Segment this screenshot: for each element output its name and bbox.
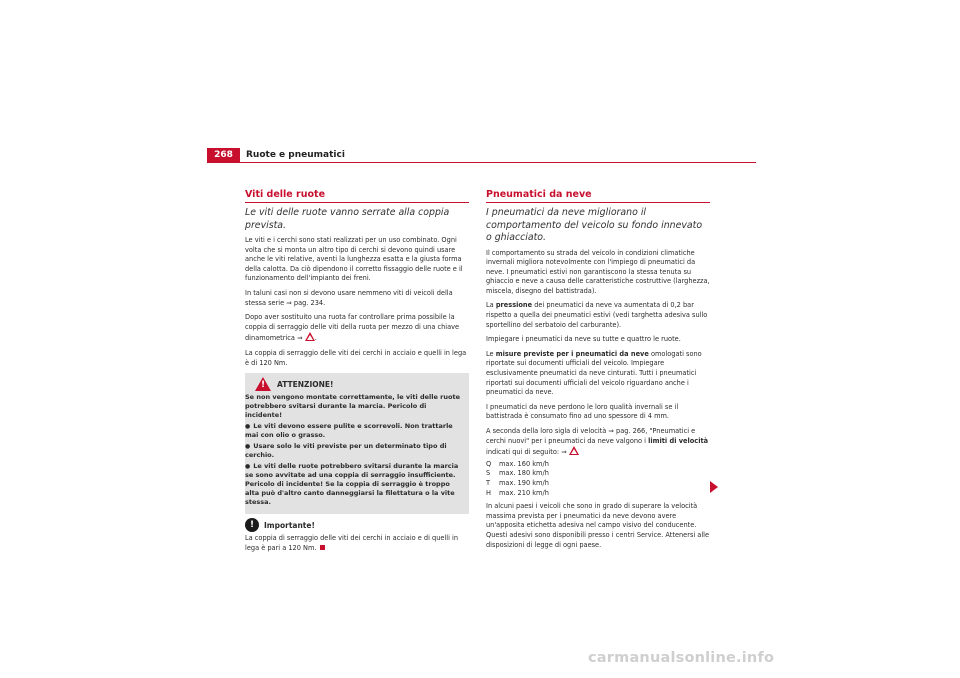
speed-value: max. 160 km/h (499, 459, 549, 468)
bold-term: misure previste per i pneumatici da neve (495, 349, 649, 358)
section-subtitle-neve: I pneumatici da neve migliorano il comportamento del veicolo su fondo innevato o ghiacciato. (486, 207, 703, 243)
warning-triangle-icon (569, 446, 579, 455)
warning-intro: Se non vengono montate correttamente, le viti delle ruote potrebbero svitarsi durante la marcia. Pericolo di incidente! (245, 393, 460, 420)
paragraph (486, 301, 710, 330)
bold-term: limiti di velocità (648, 436, 709, 445)
speed-row (486, 469, 710, 479)
watermark: carmanualsonline.info (588, 650, 775, 666)
speed-value: max. 180 km/h (499, 469, 549, 478)
warning-bullet: ● Le viti delle ruote potrebbero svitarsi durante la marcia se sono avvitate ad una coppia di serraggio insufficiente. Pericolo di incidente! Se la coppia di serraggio è troppo alta può d'altro canto danneggiarsi la filettatura o la vite stessa. (245, 462, 465, 507)
speed-code: S (486, 469, 491, 478)
bold-term: pressione (495, 301, 533, 310)
section-title-neve: Pneumatici da neve (486, 189, 592, 200)
note-header (245, 518, 469, 532)
text-span: La (486, 301, 494, 310)
text-span: omologati sono riportate sui documenti ufficiali del veicolo. Impiegare esclusivamente pneumatici da neve cinturati. Tutti i pneumatici riportati sui documenti ufficiali del veicolo riguardano anche i pneumatici da neve. (486, 349, 702, 397)
paragraph: I pneumatici da neve perdono le loro qualità invernali se il battistrada è consumato fino ad uno spessore di 4 mm. (486, 402, 679, 421)
exclamation-circle-icon: ! (245, 518, 259, 532)
text-span: A seconda della loro sigla di velocità ⇒ pag. 266, "Pneumatici e cerchi nuovi" per i pneumatici da neve valgono i (486, 427, 696, 445)
warning-title: ATTENZIONE! (277, 379, 334, 389)
paragraph: La coppia di serraggio delle viti dei cerchi in acciaio e quelli in lega è di 120 Nm. (245, 348, 467, 367)
paragraph (245, 313, 469, 344)
speed-row (486, 460, 710, 470)
next-page-arrow-icon[interactable] (710, 481, 718, 493)
paragraph-text: . (314, 334, 317, 343)
paragraph: In alcuni paesi i veicoli che sono in grado di superare la velocità massima prevista per i pneumatici da neve devono avere un'apposita etichetta adesiva nel campo visivo del conducente. Questi adesivi sono disponibili presso i centri Service. Attenersi alle disposizioni di legge di ogni paese. (486, 502, 710, 549)
left-column (245, 189, 469, 558)
speed-code: H (486, 488, 491, 497)
paragraph-text: Dopo aver sostituito una ruota far controllare prima possibile la coppia di serraggio delle viti della ruota per mezzo di una chiave dinamometrica ⇒ (245, 313, 460, 343)
speed-code: Q (486, 459, 492, 468)
speed-value: max. 190 km/h (499, 478, 549, 487)
speed-row (486, 489, 710, 499)
note-text-body: La coppia di serraggio delle viti dei cerchi in acciaio e di quelli in lega è pari a 120 Nm. (245, 534, 459, 552)
warning-header (255, 377, 465, 391)
speed-value: max. 210 km/h (499, 488, 549, 497)
header-rule (207, 162, 756, 163)
right-column (486, 189, 710, 555)
paragraph: In taluni casi non si devono usare nemmeno viti di veicoli della stessa serie ⇒ pag. 234. (245, 288, 453, 307)
end-square-icon (320, 545, 325, 550)
paragraph: Impiegare i pneumatici da neve su tutte e quattro le ruote. (486, 335, 681, 344)
text-span: dei pneumatici da neve va aumentata di 0,2 bar rispetto a quella dei pneumatici estivi (vedi targhetta adesiva sullo sportellino del serbatoio del carburante). (486, 301, 708, 329)
paragraph: Le viti e i cerchi sono stati realizzati per un uso combinato. Ogni volta che si monta un altro tipo di cerchi si devono quindi usare anche le viti relative, aventi la lunghezza esatta e la giusta forma della calotta. Da ciò dipendono il corretto fissaggio delle ruote e il funzionamento dell'impianto dei freni. (245, 236, 463, 283)
speed-list (486, 460, 710, 498)
warning-bullet: ● Le viti devono essere pulite e scorrevoli. Non trattarle mai con olio o grasso. (245, 422, 465, 440)
note-title: Importante! (264, 520, 315, 530)
warning-triangle-icon (255, 377, 271, 391)
paragraph (486, 350, 710, 398)
warning-triangle-icon (305, 332, 315, 341)
chapter-title: Ruote e pneumatici (246, 150, 345, 160)
paragraph: Il comportamento su strada del veicolo in condizioni climatiche invernali migliora notevolmente con l'impiego di pneumatici da neve. I pneumatici estivi non garantiscono la stessa tenuta su ghiaccio e neve a causa delle caratteristiche costruttive (larghezza, miscela, disegno del battistrada). (486, 248, 710, 295)
warning-box (245, 373, 469, 514)
text-span: Le (486, 349, 494, 358)
page-number: 268 (214, 150, 233, 160)
speed-code: T (486, 478, 491, 487)
section-rule (245, 202, 469, 203)
warning-bullet: ● Usare solo le viti previste per un determinato tipo di cerchio. (245, 442, 465, 460)
section-title-viti: Viti delle ruote (245, 189, 326, 200)
section-rule (486, 202, 710, 203)
section-subtitle-viti: Le viti delle ruote vanno serrate alla coppia prevista. (245, 207, 450, 231)
text-span: indicati qui di seguito: ⇒ (486, 448, 567, 457)
speed-row (486, 479, 710, 489)
note-text (245, 534, 469, 553)
paragraph (486, 427, 710, 458)
